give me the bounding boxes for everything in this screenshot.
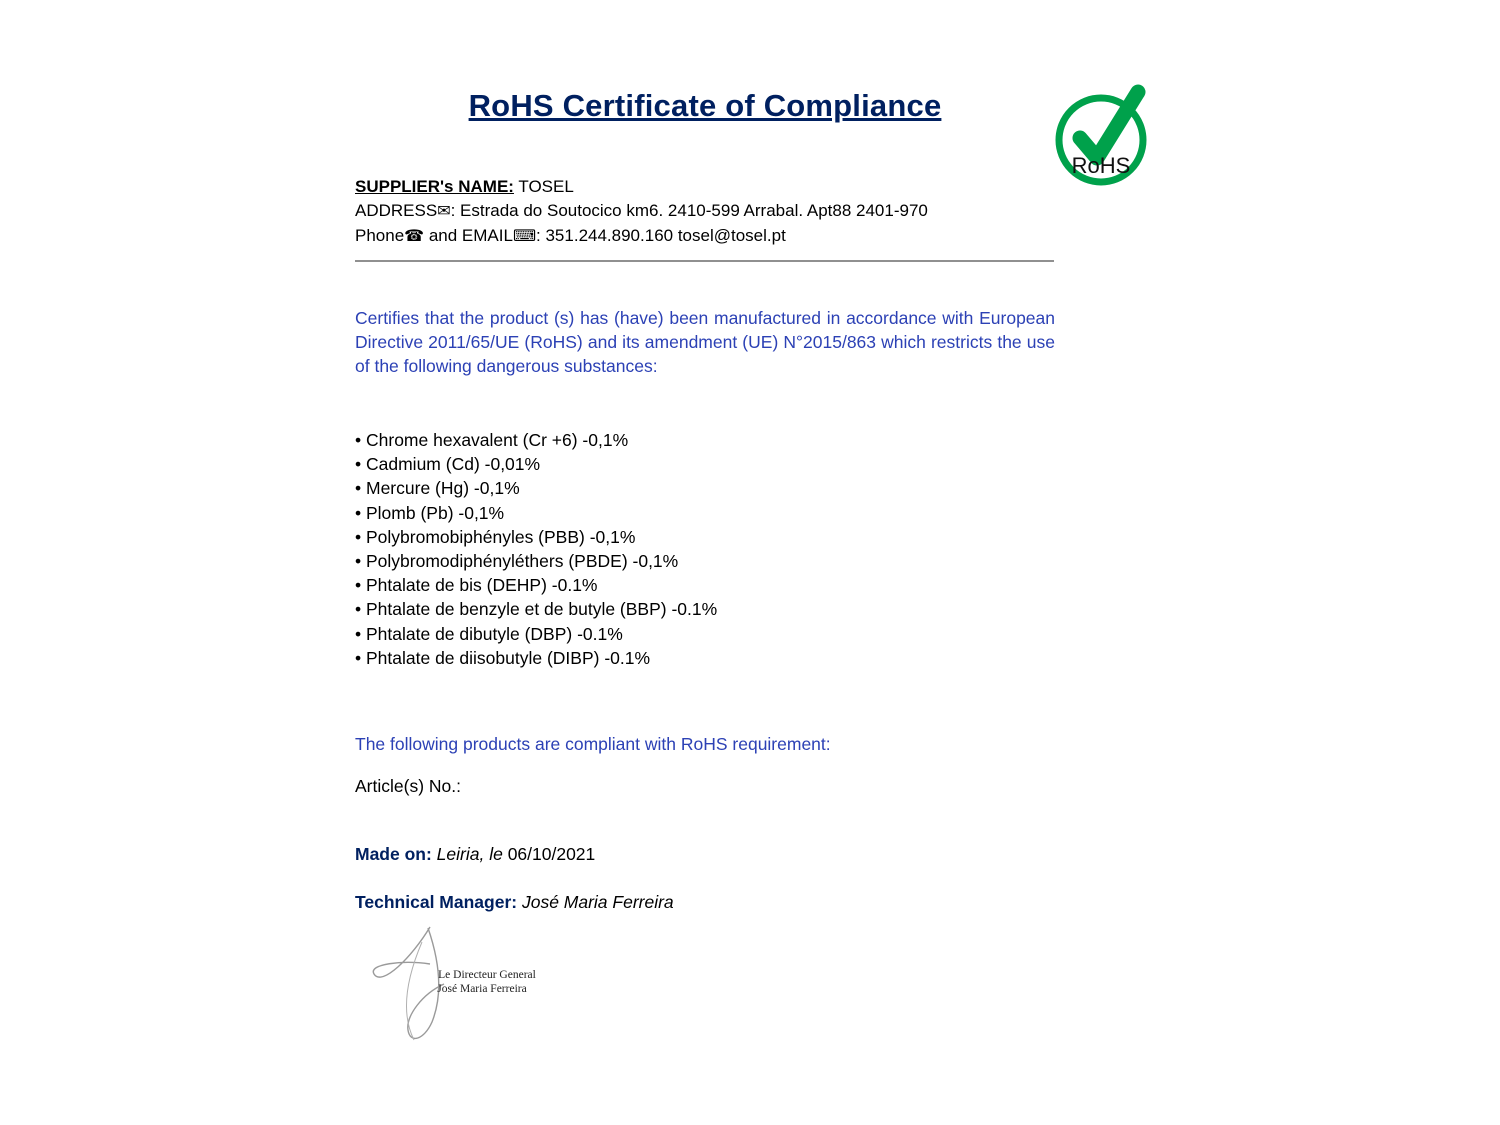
certification-statement: Certifies that the product (s) has (have) been manufactured in accordance with European Directive 2011/65/UE (RoHS) and its amendment (UE) N°2015/863 which restricts the use of the following dangerous substances: <box>355 308 1055 376</box>
signature-block <box>352 922 592 1057</box>
address-value: : Estrada do Soutocico km6. 2410-599 Arrabal. Apt88 2401-970 <box>450 201 928 220</box>
list-item: • Phtalate de bis (DEHP) -0.1% <box>355 573 1055 597</box>
list-item: • Phtalate de dibutyle (DBP) -0.1% <box>355 622 1055 646</box>
address-label: ADDRESS <box>355 201 438 220</box>
signature-stroke <box>373 927 430 977</box>
list-item: • Mercure (Hg) -0,1% <box>355 476 1055 500</box>
list-item: • Phtalate de diisobutyle (DIBP) -0.1% <box>355 646 1055 670</box>
list-item: • Plomb (Pb) -0,1% <box>355 501 1055 525</box>
supplier-name-line <box>355 175 1055 199</box>
rohs-logo <box>1050 80 1152 188</box>
list-item: • Chrome hexavalent (Cr +6) -0,1% <box>355 428 1055 452</box>
supplier-contact-line <box>355 224 1055 249</box>
list-item: • Polybromobiphényles (PBB) -0,1% <box>355 525 1055 549</box>
supplier-name-label: SUPPLIER's NAME: <box>355 177 514 196</box>
rohs-logo-graphic <box>1050 80 1152 188</box>
list-item: • Phtalate de benzyle et de butyle (BBP) -0.1% <box>355 597 1055 621</box>
signature-name-text: José Maria Ferreira <box>437 983 527 995</box>
document-title: RoHS Certificate of Compliance <box>468 88 942 123</box>
phone-label: Phone <box>355 226 405 245</box>
technical-manager-name: José Maria Ferreira <box>517 892 674 912</box>
signature-title-text: Le Directeur General <box>438 969 536 981</box>
supplier-name-value: TOSEL <box>513 177 574 196</box>
restricted-substances-list <box>355 428 1055 670</box>
signature-graphic <box>352 922 592 1057</box>
made-on-line <box>355 844 1055 865</box>
phone-icon: ☎ <box>404 228 425 245</box>
contact-value: : 351.244.890.160 tosel@tosel.pt <box>536 226 786 245</box>
list-item: • Cadmium (Cd) -0,01% <box>355 452 1055 476</box>
envelope-icon: ✉ <box>437 203 451 220</box>
supplier-address-line <box>355 199 1055 224</box>
email-label: and EMAIL <box>424 226 513 245</box>
made-on-place: Leiria, le <box>431 844 503 864</box>
supplier-info <box>355 175 1055 249</box>
list-item: • Polybromodiphényléthers (PBDE) -0,1% <box>355 549 1055 573</box>
technical-manager-line <box>355 892 1055 913</box>
rohs-logo-label: RoHS <box>1071 153 1131 178</box>
made-on-label: Made on: <box>355 844 432 864</box>
made-on-date: 06/10/2021 <box>502 844 596 864</box>
article-number-label: Article(s) No.: <box>355 776 461 796</box>
technical-manager-label: Technical Manager: <box>355 892 518 912</box>
computer-icon: ⌨ <box>512 228 537 245</box>
divider-line <box>355 260 1054 262</box>
compliance-statement: The following products are compliant with RoHS requirement: <box>355 734 831 754</box>
